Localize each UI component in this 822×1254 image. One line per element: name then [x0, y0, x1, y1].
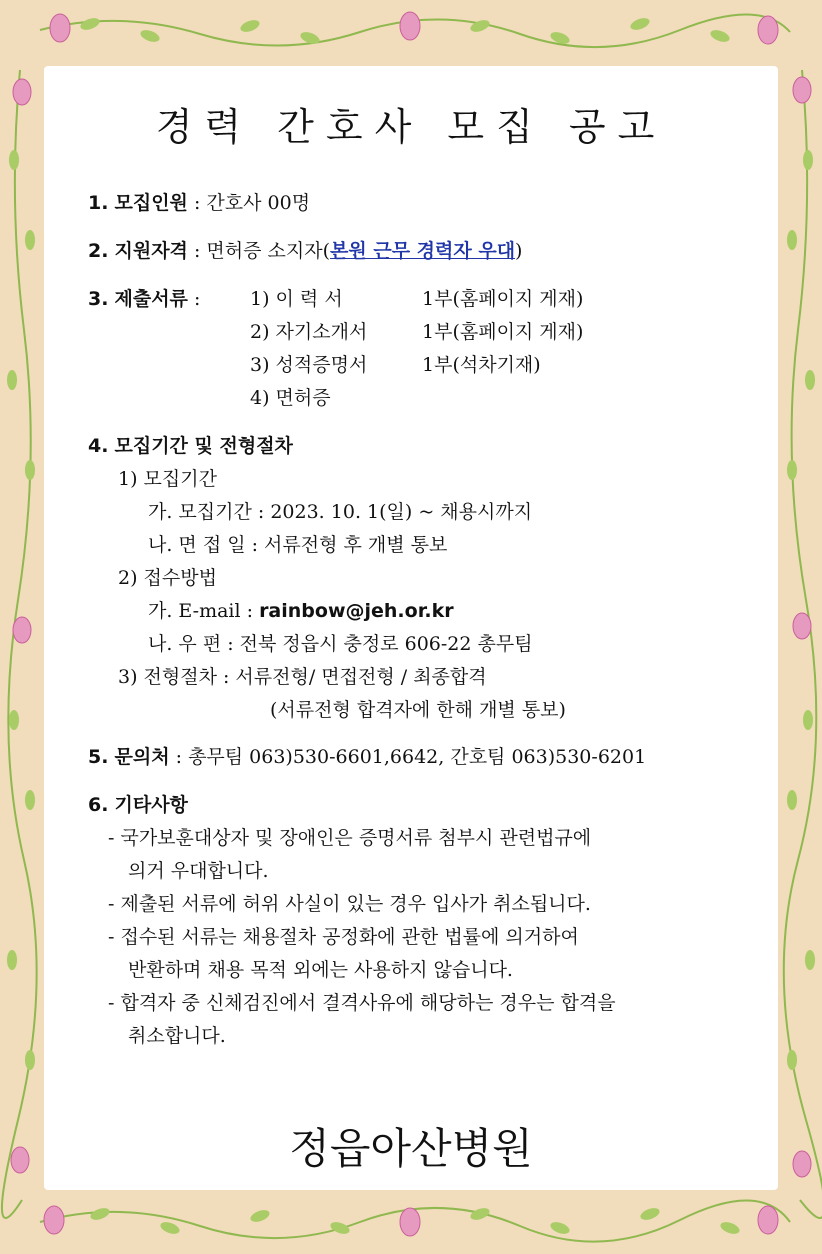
section-4-sub1: 1) 모집기간: [118, 468, 217, 490]
section-1-value: 간호사 00명: [206, 192, 311, 214]
section-3-sep: :: [193, 288, 201, 310]
email-label: 가. E-mail :: [148, 600, 254, 622]
section-4: [88, 433, 293, 459]
note-line: 취소합니다.: [128, 1025, 226, 1047]
doc-item-name: 2) 자기소개서: [250, 321, 368, 343]
section-2-open: (: [322, 240, 331, 262]
section-5-value: 총무팀 063)530-6601,6642, 간호팀 063)530-6201: [188, 746, 647, 768]
hospital-name: 정읍아산병원: [289, 1124, 533, 1173]
section-2-label: 지원자격: [114, 240, 188, 262]
doc-item-name: 1) 이 력 서: [250, 288, 343, 310]
note-line: - 접수된 서류는 채용절차 공정화에 관한 법률에 의거하여: [108, 926, 579, 948]
section-6-label: 기타사항: [114, 794, 188, 816]
doc-item-name: 3) 성적증명서: [250, 354, 368, 376]
doc-item: [250, 385, 331, 411]
section-1-num: 1.: [88, 192, 109, 214]
email-address: rainbow@jeh.or.kr: [259, 600, 454, 622]
section-2-highlight: 본원 근무 경력자 우대: [330, 240, 516, 262]
section-1-sep: :: [193, 192, 201, 214]
section-5: [88, 744, 646, 770]
doc-item-qty: 1부(홈페이지 게재): [422, 288, 584, 310]
section-6: [88, 792, 188, 818]
note-line: - 합격자 중 신체검진에서 결격사유에 해당하는 경우는 합격을: [108, 992, 616, 1014]
section-5-sep: :: [175, 746, 183, 768]
section-2-close: ): [515, 240, 523, 262]
section-2: [88, 238, 522, 264]
section-4-sub3: 3) 전형절차 : 서류전형/ 면접전형 / 최종합격: [118, 666, 487, 688]
section-4-label: 모집기간 및 전형절차: [114, 435, 293, 457]
note-line: - 국가보훈대상자 및 장애인은 증명서류 첨부시 관련법규에: [108, 827, 592, 849]
section-1: [88, 190, 310, 216]
section-4-sub1b: 나. 면 접 일 : 서류전형 후 개별 통보: [148, 534, 448, 556]
section-2-num: 2.: [88, 240, 109, 262]
section-4-sub1a: 가. 모집기간 : 2023. 10. 1(일) ~ 채용시까지: [148, 501, 533, 523]
section-2-sep: :: [193, 240, 201, 262]
section-2-value: 면허증 소지자: [206, 240, 323, 262]
doc-item-name: 4) 면허증: [250, 387, 331, 409]
section-1-label: 모집인원: [114, 192, 188, 214]
section-4-num: 4.: [88, 435, 109, 457]
section-4-sub2: 2) 접수방법: [118, 567, 217, 589]
doc-item-qty: 1부(석차기재): [422, 354, 541, 376]
doc-item-qty: 1부(홈페이지 게재): [422, 321, 584, 343]
section-4-sub2b: 나. 우 편 : 전북 정읍시 충정로 606-22 총무팀: [148, 633, 533, 655]
section-4-sub3b: (서류전형 합격자에 한해 개별 통보): [270, 699, 566, 721]
note-line: - 제출된 서류에 허위 사실이 있는 경우 입사가 취소됩니다.: [108, 893, 591, 915]
note-line: 의거 우대합니다.: [128, 860, 269, 882]
notice-panel: [44, 66, 778, 1190]
note-line: 반환하며 채용 목적 외에는 사용하지 않습니다.: [128, 959, 513, 981]
section-5-num: 5.: [88, 746, 109, 768]
section-3: [88, 286, 200, 312]
doc-item: [250, 352, 541, 378]
doc-item: [250, 319, 583, 345]
page-title: 경력 간호사 모집 공고: [155, 105, 667, 149]
section-3-num: 3.: [88, 288, 109, 310]
section-4-sub2a: [148, 598, 454, 624]
section-6-num: 6.: [88, 794, 109, 816]
doc-item: [250, 286, 583, 312]
section-3-label: 제출서류: [114, 288, 188, 310]
section-5-label: 문의처: [114, 746, 170, 768]
